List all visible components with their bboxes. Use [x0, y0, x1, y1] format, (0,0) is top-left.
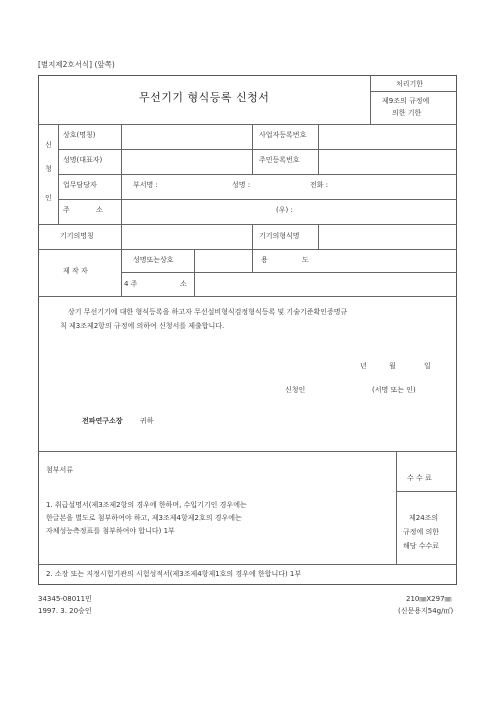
processing-period-value: 제9조의 규정에	[382, 97, 430, 105]
contact-person-label: 업무담당자	[63, 181, 97, 189]
form-approval-number: 34345-08011민	[38, 595, 92, 603]
business-number-label: 사업자등록번호	[259, 131, 307, 139]
attachment-item-2: 2. 소장 또는 지정시험기관의 시험성적서(제3조제4항제1호의 경우에 한합니다) 1부	[46, 570, 302, 578]
postal-code-label: (우) :	[276, 206, 293, 214]
fee-value: 제24조의	[409, 514, 439, 522]
address-label: 주	[63, 206, 70, 214]
maker-name-label: 성명또는상호	[133, 256, 174, 264]
date-year-label: 년	[360, 362, 367, 370]
resident-number-label: 주민등록번호	[259, 156, 300, 164]
phone-label: 전화 :	[310, 181, 329, 189]
device-type-label: 기기의형식명	[259, 232, 300, 240]
attachments-label: 첨부서류	[46, 466, 74, 474]
title-row-divider	[370, 75, 371, 124]
signature-or-seal: (서명 또는 인)	[372, 386, 416, 394]
recipient-name: 전파연구소장	[82, 417, 123, 425]
form-number-note: [별지제2호서식] (앞쪽)	[38, 60, 115, 69]
representative-label: 성명(대표자)	[63, 156, 103, 164]
maker-use-label: 용	[261, 256, 268, 264]
device-name-label: 기기의명칭	[60, 232, 94, 240]
fee-label: 수 수 료	[407, 474, 432, 482]
recipient-suffix: 귀하	[140, 417, 154, 425]
contact-name-label: 성명 :	[232, 181, 251, 189]
attachment-item-1: 1. 취급설명서(제3조제2항의 경우에 한하며, 수입기기인 경우에는	[46, 501, 247, 509]
company-name-label: 상호(명칭)	[63, 131, 96, 139]
processing-period-label: 처리기한	[396, 80, 424, 88]
paper-size: 210㎜X297㎜	[406, 595, 452, 603]
statement-text: 상기 무선기기에 대한 형식등록을 하고자 무선설비형식검정형식등록 및 기술기준확인증명규	[68, 308, 348, 316]
date-day-label: 일	[424, 362, 431, 370]
form-approval-date: 1997. 3. 20승인	[38, 607, 92, 615]
applicant-signature-label: 신청인	[285, 386, 306, 394]
date-month-label: 월	[389, 362, 396, 370]
form-title: 무선기기 형식등록 신청서	[139, 91, 270, 104]
applicant-side-label: 신	[45, 141, 52, 149]
paper-type: (신문용지54g/㎡)	[398, 607, 454, 615]
department-label: 부서명 :	[133, 181, 158, 189]
maker-address-label: 4 주	[124, 280, 138, 288]
maker-label: 제 작 자	[63, 267, 88, 275]
